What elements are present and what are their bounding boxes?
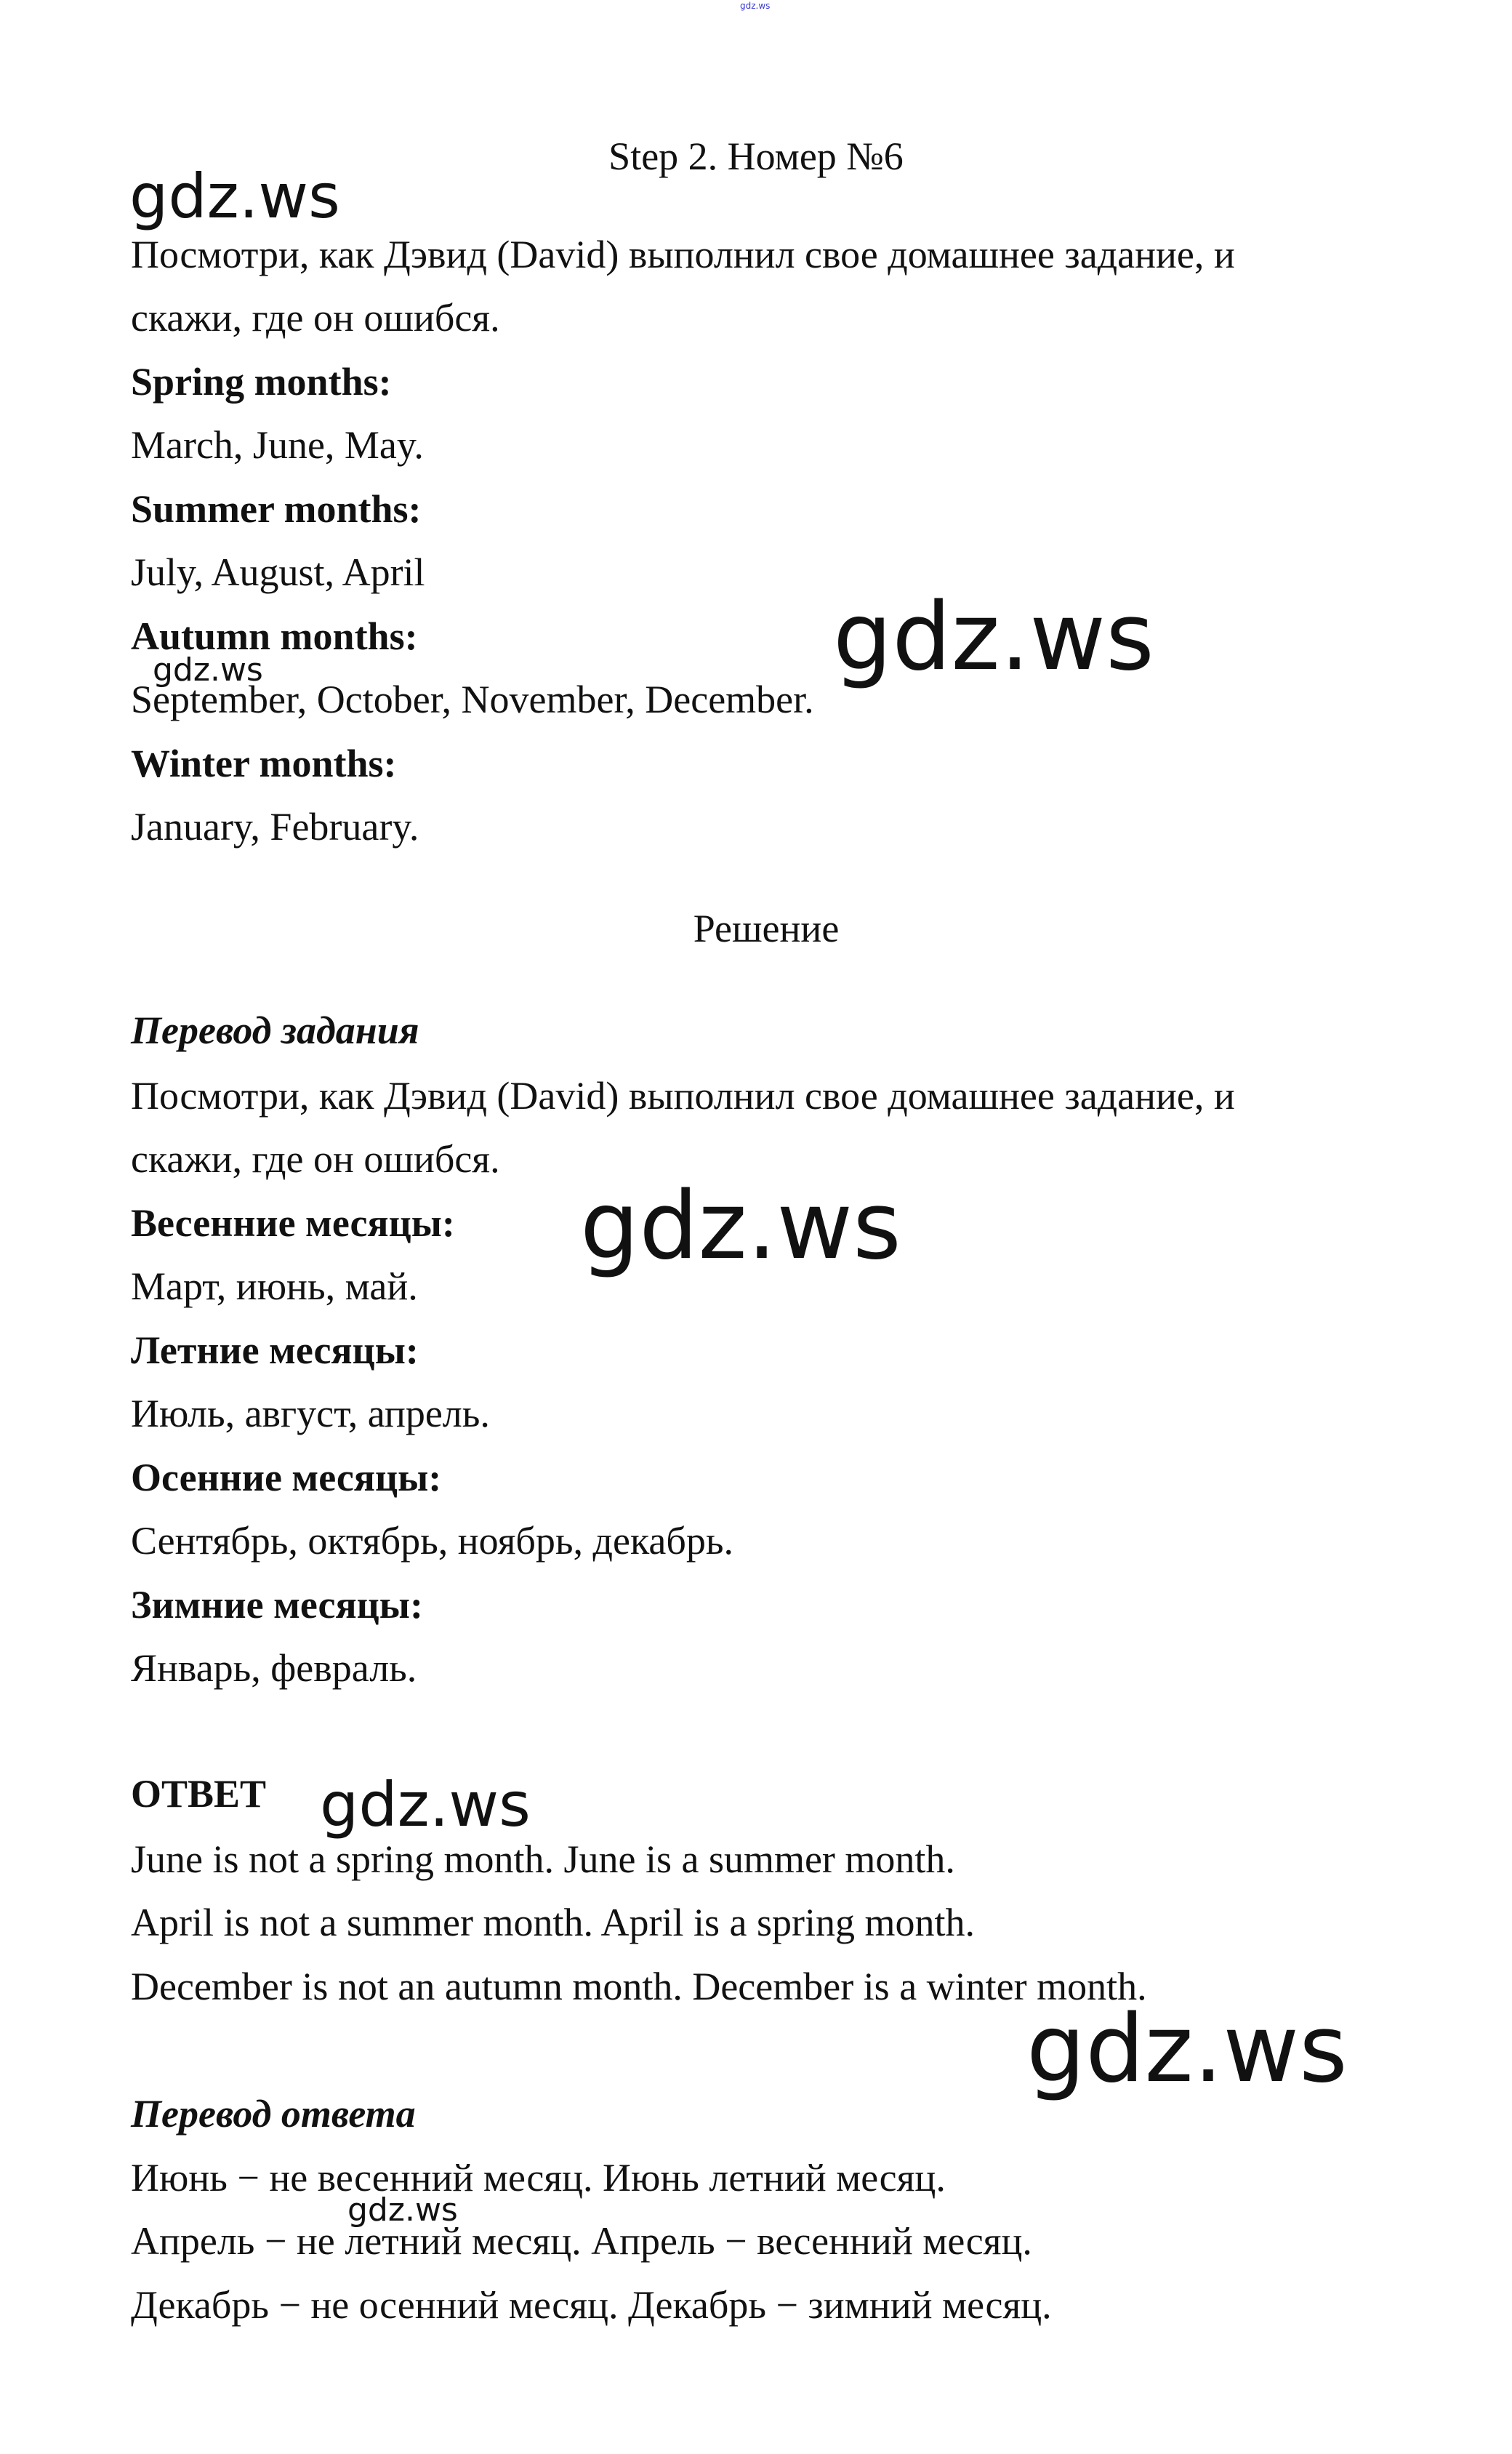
answer-line: December is not an autumn month. December is a winter month. xyxy=(131,1965,1147,2008)
group-heading: Зимние месяцы: xyxy=(131,1583,423,1627)
group-items: March, June, May. xyxy=(131,423,424,467)
watermark: gdz.ws xyxy=(833,583,1154,691)
answer-translation-line: Апрель − не летний месяц. Апрель − весенний месяц. xyxy=(131,2219,1032,2263)
watermark: gdz.ws xyxy=(347,2192,458,2229)
solution-instruction: Посмотри, как Дэвид (David) выполнил свое домашнее задание, и xyxy=(131,1074,1235,1118)
group-heading: Летние месяцы: xyxy=(131,1328,419,1372)
group-heading: Spring months: xyxy=(131,360,392,404)
group-heading: Весенние месяцы: xyxy=(131,1201,455,1245)
watermark: gdz.ws xyxy=(153,651,263,689)
watermark: gdz.ws xyxy=(580,1172,901,1280)
group-heading: Winter months: xyxy=(131,742,397,785)
group-items: Март, июнь, май. xyxy=(131,1264,418,1308)
answer-line: April is not a summer month. April is a spring month. xyxy=(131,1901,975,1944)
watermark: gdz.ws xyxy=(1026,1995,1348,2104)
group-heading: Autumn months: xyxy=(131,614,418,658)
translation-heading: Перевод задания xyxy=(131,1009,419,1052)
watermark: gdz.ws xyxy=(129,161,340,232)
watermark: gdz.ws xyxy=(320,1769,531,1840)
answer-line: June is not a spring month. June is a summer month. xyxy=(131,1837,955,1881)
group-items: Июль, август, апрель. xyxy=(131,1392,490,1435)
group-items: September, October, November, December. xyxy=(131,678,814,721)
watermark-tiny: gdz.ws xyxy=(740,1,771,11)
group-items: July, August, April xyxy=(131,550,425,594)
group-heading: Summer months: xyxy=(131,487,422,531)
group-items: January, February. xyxy=(131,805,419,849)
solution-title: Решение xyxy=(693,907,840,950)
task-instruction: Посмотри, как Дэвид (David) выполнил свое домашнее задание, и xyxy=(131,233,1235,276)
solution-instruction: скажи, где он ошибся. xyxy=(131,1137,500,1181)
group-items: Сентябрь, октябрь, ноябрь, декабрь. xyxy=(131,1519,733,1563)
page-title: Step 2. Номер №6 xyxy=(608,135,904,178)
answer-translation-heading: Перевод ответа xyxy=(131,2092,416,2136)
answer-translation-line: Декабрь − не осенний месяц. Декабрь − зимний месяц. xyxy=(131,2283,1052,2327)
group-items: Январь, февраль. xyxy=(131,1646,417,1690)
answer-heading: ОТВЕТ xyxy=(131,1772,267,1816)
answer-translation-line: Июнь − не весенний месяц. Июнь летний месяц. xyxy=(131,2156,946,2200)
task-instruction: скажи, где он ошибся. xyxy=(131,296,500,340)
group-heading: Осенние месяцы: xyxy=(131,1456,442,1499)
